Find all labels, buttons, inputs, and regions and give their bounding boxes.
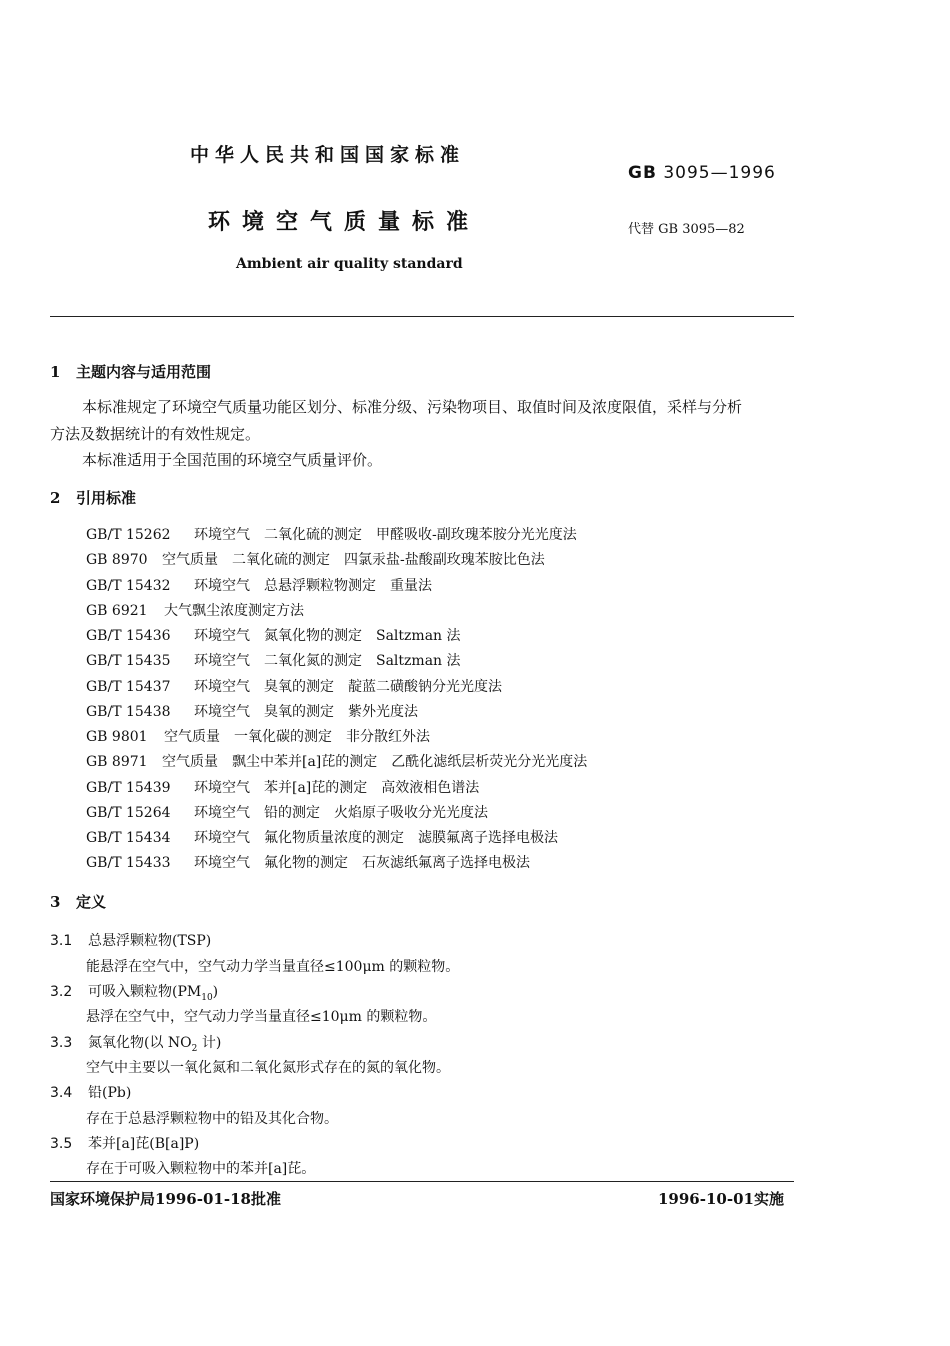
reference-title: 环境空气 苯并[a]芘的测定 高效液相色谱法 [194,780,480,796]
definition-heading [50,930,211,950]
reference-code: GB 8970 [86,552,148,568]
reference-code: GB/T 15435 [86,653,171,669]
definition-term-subscript: 10 [201,992,213,1003]
reference-title: 环境空气 二氧化硫的测定 甲醛吸收-副玫瑰苯胺分光光度法 [194,527,577,543]
definition-term-text: 氮氧化物(以 NO [88,1035,192,1051]
reference-item [86,751,587,771]
definition-term [88,1035,222,1054]
reference-title: 环境空气 总悬浮颗粒物测定 重量法 [194,578,432,594]
replaces-note: 代替 GB 3095—82 [628,222,745,237]
section-1-heading [50,361,211,382]
reference-title: 空气质量 二氧化硫的测定 四氯汞盐-盐酸副玫瑰苯胺比色法 [162,552,545,568]
reference-item [86,802,488,822]
definition-number: 3.4 [50,1085,73,1101]
reference-code: GB 6921 [86,603,148,619]
reference-item [86,676,502,696]
reference-item [86,650,461,670]
reference-code: GB/T 15262 [86,527,171,543]
reference-title: 环境空气 臭氧的测定 紫外光度法 [194,704,418,720]
reference-title: 空气质量 飘尘中苯并[a]芘的测定 乙酰化滤纸层析荧光分光光度法 [162,754,588,770]
reference-title: 大气飘尘浓度测定方法 [164,603,304,619]
reference-item [86,600,304,620]
reference-item [86,701,418,721]
reference-code: GB/T 15437 [86,679,171,695]
header-divider [50,316,794,317]
section-title: 主题内容与适用范围 [76,363,212,381]
reference-item [86,777,479,797]
definition-term-text: ) [212,984,219,1000]
section-1-paragraph: 本标准适用于全国范围的环境空气质量评价。 [82,451,383,469]
definition-term: 铅(Pb) [88,1085,132,1101]
section-1-paragraph-line: 方法及数据统计的有效性规定。 [50,425,261,443]
section-1-paragraph-line: 本标准规定了环境空气质量功能区划分、标准分级、污染物项目、取值时间及浓度限值，采样与分析 [82,398,743,416]
section-number: 3 [50,893,61,911]
implementation-date: 1996-10-01实施 [658,1190,784,1208]
section-3-heading [50,891,106,912]
definition-term: 总悬浮颗粒物(TSP) [88,933,212,949]
reference-code: GB/T 15436 [86,628,171,644]
reference-title: 环境空气 臭氧的测定 靛蓝二磺酸钠分光光度法 [194,679,502,695]
definition-number: 3.2 [50,984,73,1000]
definition-body: 能悬浮在空气中，空气动力学当量直径≤100μm 的颗粒物。 [86,959,460,975]
section-2-heading [50,487,136,508]
section-title: 引用标准 [76,489,137,507]
reference-item [86,852,530,872]
reference-title: 环境空气 氟化物质量浓度的测定 滤膜氟离子选择电极法 [194,830,558,846]
reference-code: GB/T 15433 [86,855,171,871]
definition-heading [50,981,218,1003]
definition-heading [50,1133,199,1153]
reference-title: 空气质量 一氧化碳的测定 非分散红外法 [164,729,430,745]
reference-item [86,726,430,746]
definition-body: 存在于可吸入颗粒物中的苯并[a]芘。 [86,1161,316,1177]
definition-term [88,984,219,1003]
reference-code: GB/T 15434 [86,830,171,846]
approval-date: 国家环境保护局1996-01-18批准 [50,1190,281,1208]
document-english-title: Ambient air quality standard [236,256,463,272]
reference-code: GB/T 15264 [86,805,171,821]
definition-term-subscript: 2 [191,1043,198,1054]
section-number: 2 [50,489,61,507]
definition-body: 存在于总悬浮颗粒物中的铅及其化合物。 [86,1111,338,1127]
reference-code: GB 9801 [86,729,148,745]
section-number: 1 [50,363,61,381]
reference-code: GB 8971 [86,754,148,770]
reference-item [86,625,461,645]
reference-item [86,524,577,544]
reference-title: 环境空气 二氧化氮的测定 Saltzman 法 [194,653,461,669]
definition-term: 苯并[a]芘(B[a]P) [88,1136,200,1152]
footer-divider [50,1181,794,1182]
reference-title: 环境空气 氮氧化物的测定 Saltzman 法 [194,628,461,644]
definition-body: 空气中主要以一氧化氮和二氧化氮形式存在的氮的氧化物。 [86,1060,450,1076]
section-title: 定义 [76,893,107,911]
reference-code: GB/T 15432 [86,578,171,594]
reference-code: GB/T 15439 [86,780,171,796]
standard-code [628,163,776,183]
document-title: 环境空气质量标准 [208,209,481,235]
definition-number: 3.5 [50,1136,73,1152]
reference-item [86,575,432,595]
standard-code-prefix: GB [628,163,657,183]
definition-body: 悬浮在空气中，空气动力学当量直径≤10μm 的颗粒物。 [86,1009,437,1025]
definition-number: 3.1 [50,933,73,949]
standard-code-number: 3095—1996 [663,163,776,183]
definition-term-text: 可吸入颗粒物(PM [88,984,202,1000]
reference-code: GB/T 15438 [86,704,171,720]
reference-item [86,827,558,847]
definition-number: 3.3 [50,1035,73,1051]
reference-item [86,549,545,569]
definition-heading [50,1082,131,1102]
standard-type-heading: 中华人民共和国国家标准 [190,144,466,166]
reference-title: 环境空气 铅的测定 火焰原子吸收分光光度法 [194,805,488,821]
definition-heading [50,1032,221,1054]
definition-term-text: 计) [197,1035,222,1051]
reference-title: 环境空气 氟化物的测定 石灰滤纸氟离子选择电极法 [194,855,530,871]
